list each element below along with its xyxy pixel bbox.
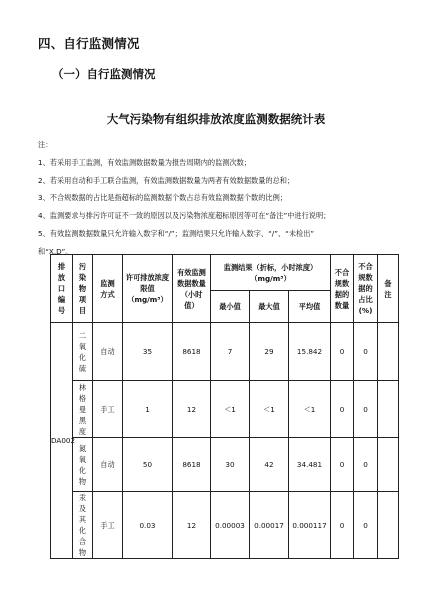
valid-count-cell: 8618: [173, 323, 211, 381]
note-item: 1、若采用手工监测，有效监测数据数量为报告周期内的监测次数；: [38, 157, 252, 167]
table-title: 大气污染物有组织排放浓度监测数据统计表: [106, 112, 326, 126]
remark-cell: [378, 381, 399, 438]
min-cell: 0.00003: [211, 492, 250, 559]
table-row: [51, 381, 399, 438]
header-noncompliant-count: 不合规数据的数量: [331, 255, 354, 323]
noncompliant-count-cell: 0: [331, 438, 354, 492]
table-row: [51, 323, 399, 381]
avg-cell: 34.481: [289, 438, 331, 492]
note-item: 4、监测要求与排污许可证不一致的原因以及污染物浓度超标原因等可在“备注”中进行说明；: [38, 211, 331, 221]
header-limit: 许可排放浓度限值（mg/m³）: [123, 255, 173, 323]
header-result-group: 监测结果（折标，小时浓度）（mg/m³）: [211, 255, 331, 291]
avg-cell: ＜1: [289, 381, 331, 438]
header-valid-count: 有效监测数据数量（小时值）: [173, 255, 211, 323]
method-cell: 手工: [93, 381, 123, 438]
section-heading: 四、自行监测情况: [38, 36, 140, 51]
header-avg: 平均值: [289, 291, 331, 323]
valid-count-cell: 8618: [173, 438, 211, 492]
noncompliant-count-cell: 0: [331, 381, 354, 438]
limit-cell: 35: [123, 323, 173, 381]
note-item: 2、若采用自动和手工联合监测，有效监测数据数量为两者有效数据数量的总和；: [38, 175, 295, 185]
min-cell: 30: [211, 438, 250, 492]
note-item: 5、有效监测数据数量只允许输入数字和“/”；监测结果只允许输入数字、“/”、“未检出”: [38, 228, 315, 238]
header-method: 监测方式: [93, 255, 123, 323]
header-noncompliant-ratio: 不合规数据的占比(%): [354, 255, 378, 323]
noncompliant-ratio-cell: 0: [354, 438, 378, 492]
pollutant-cell: 林格曼黑度: [73, 381, 93, 438]
header-pollutant: 污染物项目: [73, 255, 93, 323]
table-row: [51, 492, 399, 559]
method-cell: 手工: [93, 492, 123, 559]
notes-block: [38, 136, 408, 261]
header-max: 最大值: [250, 291, 289, 323]
min-cell: ＜1: [211, 381, 250, 438]
header-outlet-no: 排放口编号: [51, 255, 73, 323]
max-cell: 29: [250, 323, 289, 381]
min-cell: 7: [211, 323, 250, 381]
header-remark: 备注: [378, 255, 399, 323]
note-item: 3、不合规数据的占比是指超标的监测数据个数占总有效监测数据个数的比例；: [38, 193, 287, 203]
remark-cell: [378, 323, 399, 381]
outlet-cell: DA002: [51, 323, 73, 559]
avg-cell: 0.000117: [289, 492, 331, 559]
pollutant-cell: 汞及其化合物: [73, 492, 93, 559]
avg-cell: 15.842: [289, 323, 331, 381]
notes-label: 注：: [38, 140, 53, 149]
remark-cell: [378, 438, 399, 492]
pollutant-cell: 氮氧化物: [73, 438, 93, 492]
limit-cell: 0.03: [123, 492, 173, 559]
noncompliant-count-cell: 0: [331, 323, 354, 381]
valid-count-cell: 12: [173, 492, 211, 559]
noncompliant-ratio-cell: 0: [354, 323, 378, 381]
method-cell: 自动: [93, 323, 123, 381]
remark-cell: [378, 492, 399, 559]
subsection-heading: （一）自行监测情况: [52, 67, 156, 81]
valid-count-cell: 12: [173, 381, 211, 438]
header-min: 最小值: [211, 291, 250, 323]
limit-cell: 50: [123, 438, 173, 492]
method-cell: 自动: [93, 438, 123, 492]
table-row: [51, 438, 399, 492]
max-cell: ＜1: [250, 381, 289, 438]
noncompliant-ratio-cell: 0: [354, 381, 378, 438]
note-item: 和“X.D”。: [38, 246, 73, 256]
max-cell: 0.00017: [250, 492, 289, 559]
emission-data-table: [50, 254, 399, 559]
max-cell: 42: [250, 438, 289, 492]
limit-cell: 1: [123, 381, 173, 438]
noncompliant-ratio-cell: 0: [354, 492, 378, 559]
noncompliant-count-cell: 0: [331, 492, 354, 559]
pollutant-cell: 二氧化硫: [73, 323, 93, 381]
